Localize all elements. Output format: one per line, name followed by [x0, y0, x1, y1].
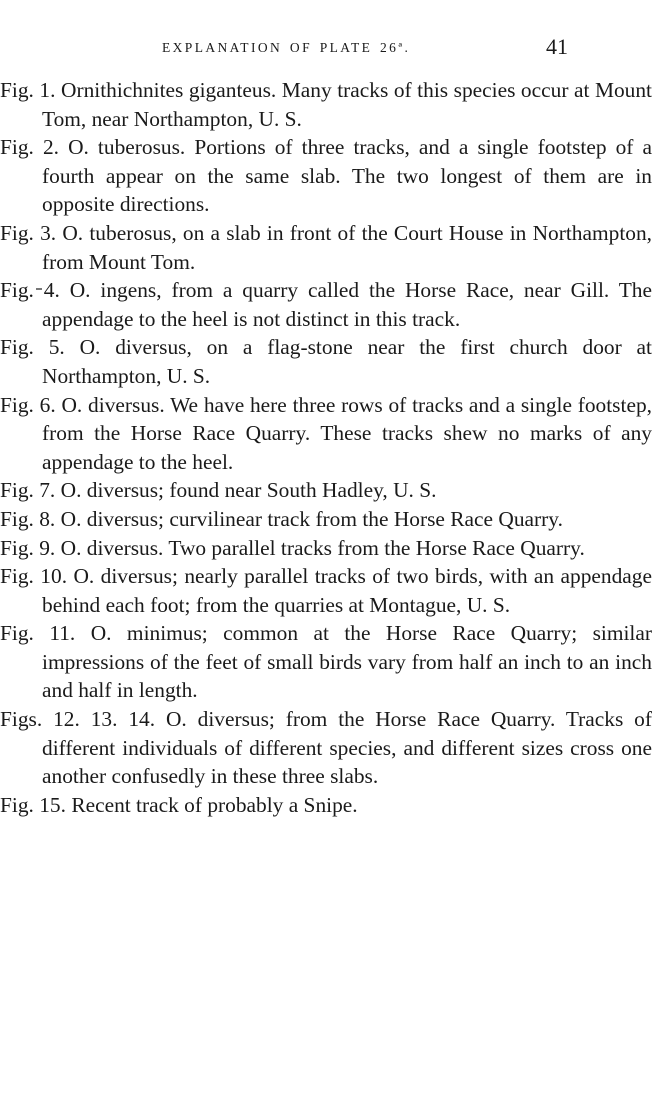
figure-entry-3 — [0, 219, 652, 276]
figure-entry-text: Fig. 15. Recent track of probably a Snipe. — [0, 792, 358, 817]
figure-explanation-list — [0, 76, 652, 819]
figure-entry-8 — [0, 505, 652, 534]
figure-entry-6 — [0, 391, 652, 477]
running-title: EXPLANATION OF PLATE 26ª. — [162, 40, 411, 55]
figure-entry-12-14 — [0, 705, 652, 791]
figure-entry-text: Fig. 4. O. ingens, from a quarry called the Horse Race, near Gill. The appendage to the heel is not distinct in this track. — [0, 278, 652, 331]
figure-entry-4 — [0, 276, 652, 333]
figure-entry-9 — [0, 534, 652, 563]
figure-entry-text: Figs. 12. 13. 14. O. diversus; from the Horse Race Quarry. Tracks of different individuals of different species, and different sizes cross one another confusedly in these three slabs. — [0, 707, 652, 789]
figure-entry-15 — [0, 791, 652, 820]
running-head — [0, 34, 652, 62]
figure-entry-text: Fig. 1. Ornithichnites giganteus. Many tracks of this species occur at Mount Tom, near Northampton, U. S. — [0, 78, 652, 131]
figure-entry-text: Fig. 10. O. diversus; nearly parallel tracks of two birds, with an appendage behind each foot; from the quarries at Montague, U. S. — [0, 564, 652, 617]
figure-entry-text: Fig. 5. O. diversus, on a flag-stone near the first church door at Northampton, U. S. — [0, 335, 652, 388]
figure-entry-text: Fig. 8. O. diversus; curvilinear track from the Horse Race Quarry. — [0, 506, 563, 531]
figure-entry-11 — [0, 619, 652, 705]
figure-entry-10 — [0, 562, 652, 619]
figure-entry-7 — [0, 476, 652, 505]
figure-entry-text: Fig. 7. O. diversus; found near South Hadley, U. S. — [0, 478, 437, 503]
figure-entry-5 — [0, 333, 652, 390]
figure-entry-text: Fig. 9. O. diversus. Two parallel tracks from the Horse Race Quarry. — [0, 535, 585, 560]
figure-entry-1 — [0, 76, 652, 133]
figure-entry-text: Fig. 6. O. diversus. We have here three rows of tracks and a single footstep, from the Horse Race Quarry. These tracks shew no marks of any appendage to the heel. — [0, 392, 652, 474]
figure-entry-text: Fig. 11. O. minimus; common at the Horse Race Quarry; similar impressions of the feet of small birds vary from half an inch to an inch and half in length. — [0, 621, 652, 703]
page-number: 41 — [546, 34, 568, 59]
figure-entry-text: Fig. 3. O. tuberosus, on a slab in front of the Court House in Northampton, from Mount Tom. — [0, 220, 652, 274]
figure-entry-2 — [0, 133, 652, 219]
figure-entry-text: Fig. 2. O. tuberosus. Portions of three tracks, and a single footstep of a fourth appear on the same slab. The two longest of them are in opposite directions. — [0, 135, 652, 217]
